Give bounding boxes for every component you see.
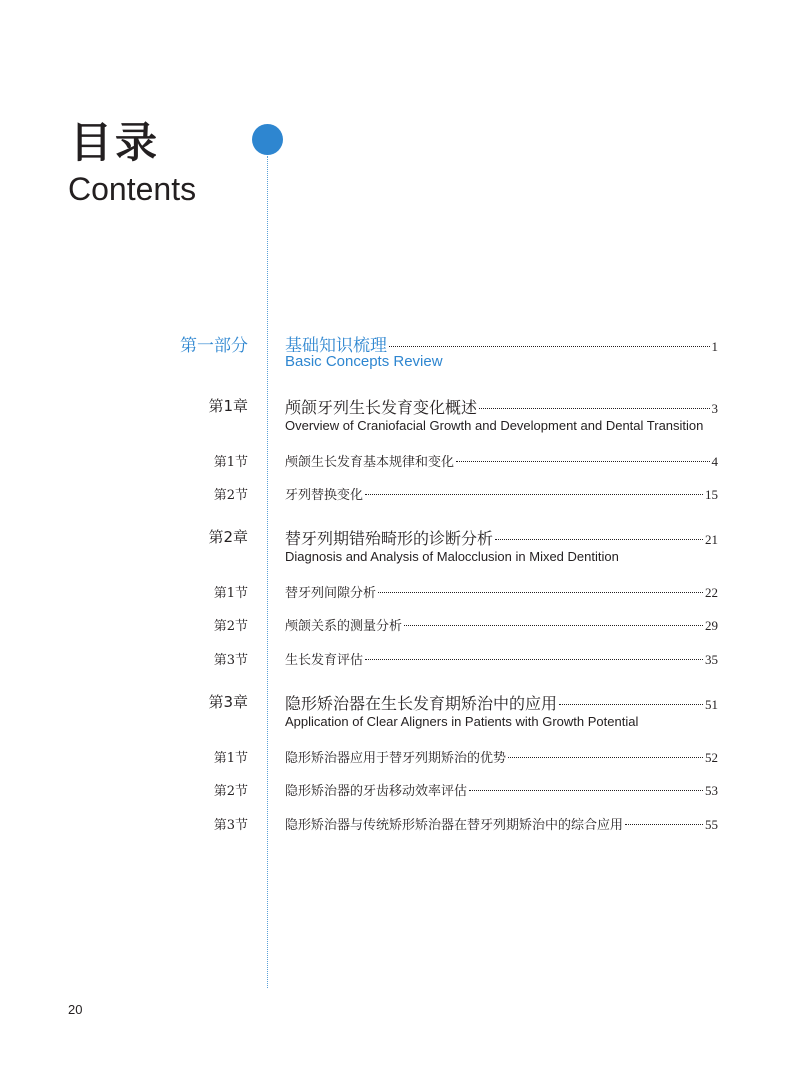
toc-page: 15 (705, 487, 718, 502)
toc-title: 颅颌生长发育基本规律和变化 (285, 455, 455, 470)
toc-page: 53 (705, 783, 718, 798)
toc-title: 隐形矫治器的牙齿移动效率评估 (285, 784, 468, 799)
toc-title: 颅颌牙列生长发育变化概述 (285, 398, 478, 417)
toc-title: 生长发育评估 (285, 653, 364, 668)
toc-leader (456, 461, 709, 462)
toc-leader (365, 659, 703, 660)
toc-page: 22 (705, 585, 718, 600)
toc-leader (479, 408, 709, 409)
toc-leader (378, 592, 703, 593)
page-number: 20 (68, 1002, 83, 1017)
toc-title: 替牙列间隙分析 (285, 586, 377, 601)
toc-label: 第2节 (213, 784, 248, 799)
toc-label: 第3章 (208, 693, 248, 711)
toc-title: 替牙列期错殆畸形的诊断分析 (285, 529, 494, 548)
toc-leader (508, 757, 703, 758)
toc-leader (389, 346, 710, 347)
toc-subtitle: Application of Clear Aligners in Patients with Growth Potential (285, 714, 639, 729)
toc-label: 第1节 (213, 586, 248, 601)
toc-page: 1 (711, 339, 718, 354)
toc-title: 隐形矫治器应用于替牙列期矫治的优势 (285, 751, 507, 766)
toc-title: 隐形矫治器与传统矫形矫治器在替牙列期矫治中的综合应用 (285, 818, 624, 833)
toc-title: 隐形矫治器在生长发育期矫治中的应用 (285, 694, 558, 713)
toc-label: 第1节 (213, 751, 248, 766)
toc-label: 第2章 (208, 528, 248, 546)
toc-leader (365, 494, 703, 495)
toc-page: 55 (705, 817, 718, 832)
toc-label: 第一部分 (180, 336, 248, 356)
toc-label: 第3节 (213, 818, 248, 833)
toc-title: 牙列替换变化 (285, 488, 364, 503)
toc-page: 3 (711, 401, 718, 416)
toc-page: 21 (705, 532, 718, 547)
toc-title: 基础知识梳理 (285, 336, 387, 356)
toc-leader (404, 625, 703, 626)
toc-leader (495, 539, 703, 540)
toc-label: 第1章 (208, 397, 248, 415)
toc-page: 4 (711, 454, 718, 469)
title-en: Contents (68, 171, 197, 207)
toc-page: 35 (705, 652, 718, 667)
toc-title: 颅颌关系的测量分析 (285, 619, 403, 634)
toc-label: 第2节 (213, 619, 248, 634)
toc-label: 第2节 (213, 488, 248, 503)
toc-leader (625, 824, 703, 825)
title-cn: 目录 (70, 118, 161, 167)
toc-leader (469, 790, 703, 791)
toc-leader (559, 704, 703, 705)
toc-subtitle: Overview of Craniofacial Growth and Development and Dental Transition (285, 418, 704, 433)
toc-label: 第1节 (213, 455, 248, 470)
toc-label: 第3节 (213, 653, 248, 668)
toc-subtitle: Basic Concepts Review (285, 353, 443, 370)
toc-page: 29 (705, 618, 718, 633)
toc-page: 52 (705, 750, 718, 765)
toc-subtitle: Diagnosis and Analysis of Malocclusion in Mixed Dentition (285, 549, 619, 564)
toc-page: 51 (705, 697, 718, 712)
